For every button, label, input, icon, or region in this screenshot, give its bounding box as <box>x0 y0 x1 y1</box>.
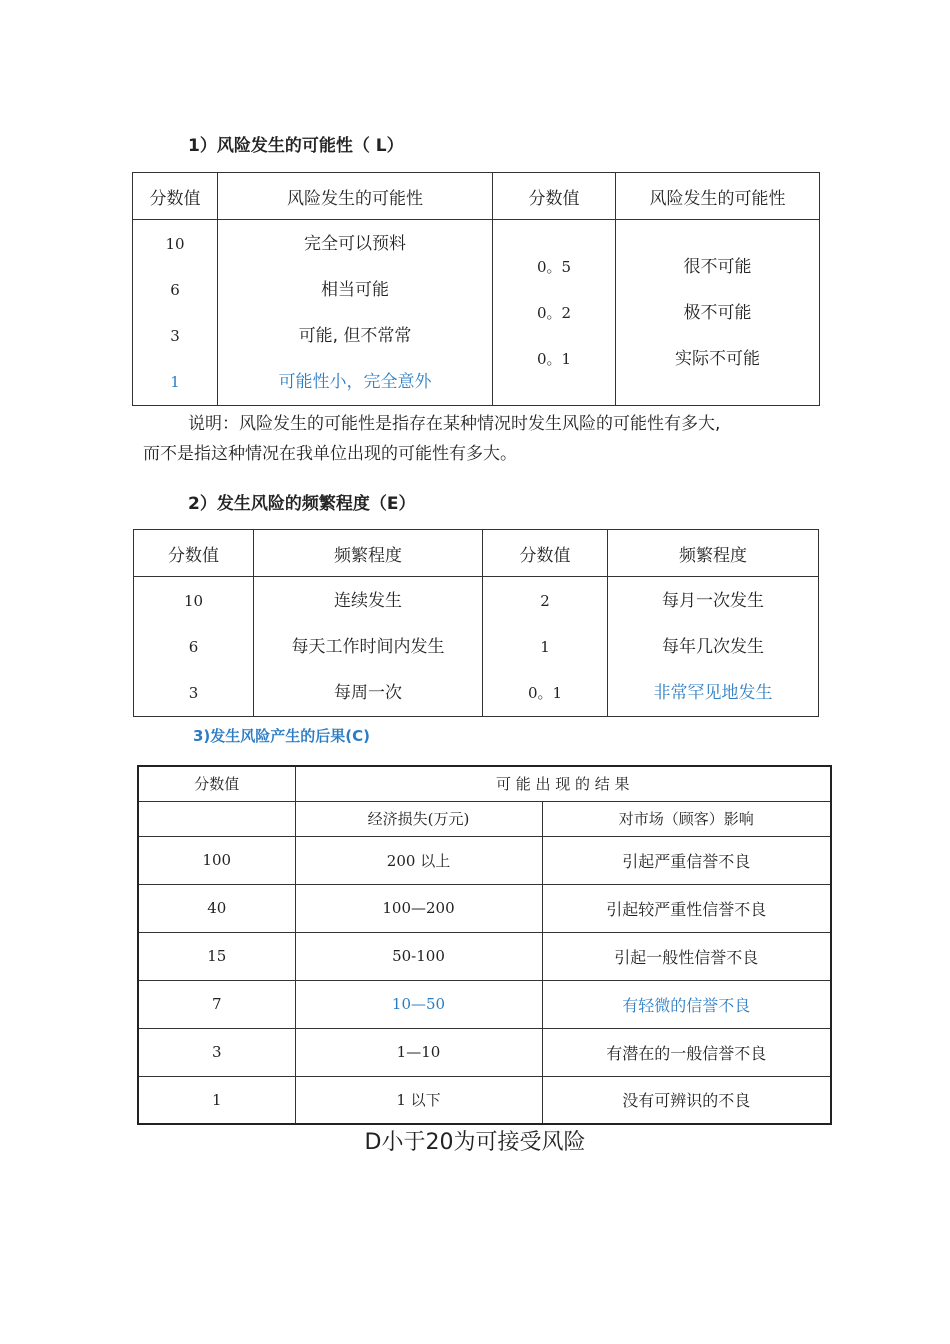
impact-value: 引起较严重性信誉不良 <box>542 884 831 932</box>
likelihood-desc: 完全可以预料 <box>304 233 406 254</box>
loss-value: 50-100 <box>295 932 542 980</box>
impact-value: 引起一般性信誉不良 <box>542 932 831 980</box>
impact-value: 没有可辨识的不良 <box>542 1076 831 1124</box>
section3-heading: 3)发生风险产生的后果(C) <box>193 727 371 745</box>
loss-value: 200 以上 <box>295 836 542 884</box>
loss-value: 1—10 <box>295 1028 542 1076</box>
impact-value: 有轻微的信誉不良 <box>542 980 831 1028</box>
score-value: 2 <box>540 591 550 610</box>
table-row <box>138 932 831 980</box>
right-desc-cell <box>616 220 820 406</box>
likelihood-desc: 很不可能 <box>683 256 752 277</box>
right-score-cell <box>493 220 616 406</box>
score-value: 6 <box>170 280 180 299</box>
frequency-desc: 非常罕见地发生 <box>653 682 773 703</box>
score-value: 10 <box>165 234 185 253</box>
likelihood-desc: 相当可能 <box>321 279 389 300</box>
header-frequency: 频繁程度 <box>254 530 483 577</box>
score-value: 1 <box>170 372 180 391</box>
impact-value: 引起严重信誉不良 <box>542 836 831 884</box>
score-value: 40 <box>138 884 295 932</box>
likelihood-desc: 极不可能 <box>683 302 752 323</box>
footer-note: D小于20为可接受风险 <box>364 1130 586 1155</box>
score-value: 100 <box>138 836 295 884</box>
likelihood-desc: 实际不可能 <box>675 348 760 369</box>
header-likelihood: 风险发生的可能性 <box>616 173 820 220</box>
table-row <box>138 1028 831 1076</box>
frequency-table <box>133 529 819 717</box>
score-value: 0。1 <box>527 683 563 702</box>
table-row <box>138 980 831 1028</box>
header-score: 分数值 <box>133 173 218 220</box>
loss-value: 1 以下 <box>295 1076 542 1124</box>
score-value: 10 <box>183 591 204 610</box>
loss-value: 10—50 <box>295 980 542 1028</box>
frequency-desc: 每周一次 <box>334 682 402 703</box>
note-line-1: 说明：风险发生的可能性是指存在某种情况时发生风险的可能性有多大, <box>188 414 721 434</box>
header-likelihood: 风险发生的可能性 <box>218 173 493 220</box>
right-desc-cell <box>608 577 819 717</box>
score-value: 1 <box>138 1076 295 1124</box>
loss-value: 100—200 <box>295 884 542 932</box>
header-score: 分数值 <box>134 530 254 577</box>
score-value: 15 <box>138 932 295 980</box>
score-value: 6 <box>188 637 199 656</box>
subheader-market-impact: 对市场（顾客）影响 <box>542 801 831 836</box>
score-value: 0。2 <box>536 303 572 322</box>
table-row <box>138 884 831 932</box>
header-score: 分数值 <box>138 766 295 801</box>
score-value: 3 <box>188 683 199 702</box>
score-value: 1 <box>540 637 550 656</box>
consequence-table <box>137 765 832 1125</box>
section1-heading: 1）风险发生的可能性（ L） <box>188 136 404 156</box>
subheader-economic-loss: 经济损失(万元) <box>295 801 542 836</box>
left-desc-cell <box>218 220 493 406</box>
right-score-cell <box>483 577 608 717</box>
likelihood-table <box>132 172 820 406</box>
frequency-desc: 每年几次发生 <box>662 636 764 657</box>
impact-value: 有潜在的一般信誉不良 <box>542 1028 831 1076</box>
score-value: 0。1 <box>536 349 572 368</box>
frequency-desc: 每天工作时间内发生 <box>291 636 445 657</box>
score-value: 7 <box>138 980 295 1028</box>
left-desc-cell <box>254 577 483 717</box>
left-score-cell <box>133 220 218 406</box>
score-value: 3 <box>170 326 180 345</box>
header-possible-results: 可 能 出 现 的 结 果 <box>295 766 831 801</box>
section2-heading: 2）发生风险的频繁程度（E） <box>188 494 416 514</box>
frequency-desc: 每月一次发生 <box>662 590 764 611</box>
table-row <box>138 836 831 884</box>
score-value: 0。5 <box>536 257 572 276</box>
table-row <box>138 1076 831 1124</box>
header-frequency: 频繁程度 <box>608 530 819 577</box>
header-score: 分数值 <box>483 530 608 577</box>
empty-cell <box>138 801 295 836</box>
score-value: 3 <box>138 1028 295 1076</box>
left-score-cell <box>134 577 254 717</box>
likelihood-desc: 可能性小，完全意外 <box>278 371 432 392</box>
header-score: 分数值 <box>493 173 616 220</box>
note-line-2: 而不是指这种情况在我单位出现的可能性有多大。 <box>143 444 517 464</box>
frequency-desc: 连续发生 <box>334 590 402 611</box>
likelihood-desc: 可能, 但不常常 <box>298 325 412 346</box>
